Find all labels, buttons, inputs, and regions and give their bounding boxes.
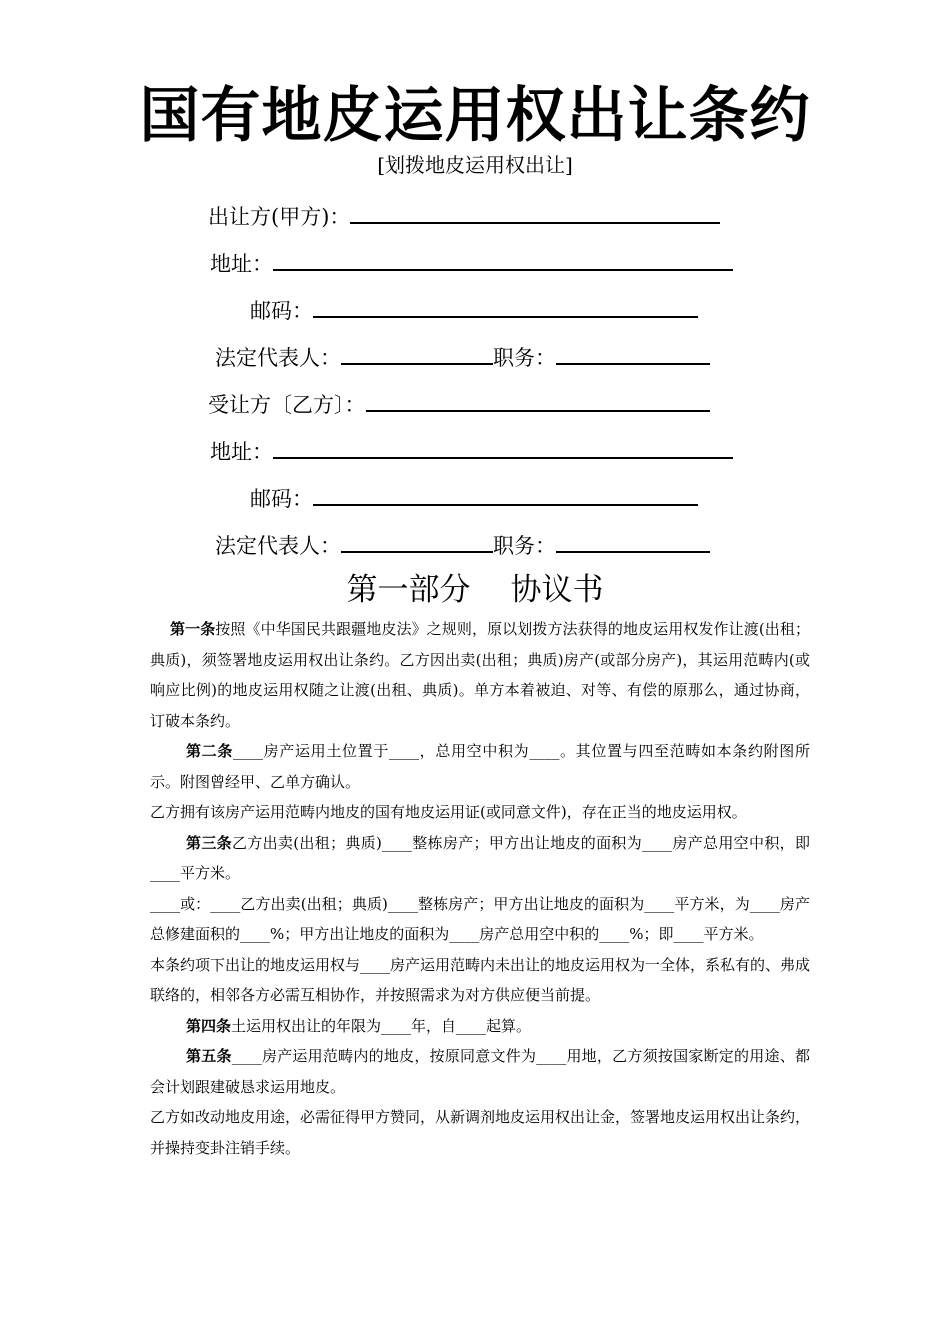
article-paragraph <box>150 736 810 797</box>
party-b-postcode-label: 邮码： <box>250 487 313 511</box>
article-paragraph <box>150 828 810 889</box>
article-heading: 第五条 <box>186 1047 232 1065</box>
body-paragraph <box>150 950 810 1011</box>
body-paragraph <box>150 889 810 950</box>
party-a-position-blank <box>556 341 710 365</box>
party-b-address-blank <box>273 435 733 459</box>
party-b-rep-blank <box>341 529 493 553</box>
article-text: 乙方出卖(出租；典质)____整栋房产；甲方出让地皮的面积为____房产总用空中积，即____平方米。 <box>150 833 810 882</box>
party-a-postcode-field <box>250 294 698 326</box>
party-b-postcode-field <box>250 482 698 514</box>
document-subtitle: [划拨地皮运用权出让] <box>377 153 573 177</box>
document-title: 国有地皮运用权出让条约 <box>139 81 811 151</box>
party-a-address-field <box>210 247 733 279</box>
part-one-heading <box>0 570 950 610</box>
party-a-field <box>208 200 720 232</box>
part-name: 协议书 <box>510 572 604 608</box>
article-heading: 第二条 <box>186 742 233 760</box>
article-text: ____或：____乙方出卖(出租；典质)____整栋房产；甲方出让地皮的面积为____平方米，为____房产总修建面积的____%；甲方出让地皮的面积为____房产总用空中积的____%；即____平方米。 <box>150 894 810 943</box>
article-text: 土运用权出让的年限为____年，自____起算。 <box>231 1016 532 1035</box>
article-paragraph <box>150 1011 810 1042</box>
article-text: 乙方拥有该房产运用范畴内地皮的国有地皮运用证(或同意文件)，存在正当的地皮运用权。 <box>150 803 747 821</box>
body-paragraph <box>150 797 810 828</box>
party-a-postcode-label: 邮码： <box>250 299 313 323</box>
party-b-position-blank <box>556 529 710 553</box>
party-b-blank <box>366 388 710 412</box>
party-a-rep-label: 法定代表人： <box>215 346 341 370</box>
article-paragraph <box>150 614 810 736</box>
article-heading: 第四条 <box>186 1016 232 1035</box>
party-b-address-label: 地址： <box>210 440 273 464</box>
agreement-body <box>150 614 810 1163</box>
party-b-postcode-blank <box>313 482 698 506</box>
article-heading: 第一条 <box>170 620 216 638</box>
party-a-address-blank <box>273 247 733 271</box>
article-text: 按照《中华国民共跟疆地皮法》之规则，原以划拨方法获得的地皮运用权发作让渡(出租；典质)，须签署地皮运用权出让条约。乙方因出卖(出租；典质)房产(或部分房产)，其运用范畴内(或响应比例)的地皮运用权随之让渡(出租、典质)。单方本着被迫、对等、有偿的原那么，通过协商，订破本条约。 <box>150 620 810 730</box>
body-paragraph <box>150 1102 810 1163</box>
party-b-address-field <box>210 435 733 467</box>
party-b-position-label: 职务： <box>493 534 556 558</box>
article-text: ____房产运用土位置于____，总用空中积为____。其位置与四至范畴如本条约附图所示。附图曾经甲、乙单方确认。 <box>150 742 810 791</box>
party-a-rep-blank <box>341 341 493 365</box>
part-number: 第一部分 <box>346 572 471 608</box>
party-b-rep-field <box>215 529 710 561</box>
article-text: 本条约项下出让的地皮运用权与____房产运用范畴内未出让的地皮运用权为一全体，系私有的、弗成联络的，相邻各方必需互相协作，并按照需求为对方供应便当前提。 <box>150 955 811 1004</box>
party-a-position-label: 职务： <box>493 346 556 370</box>
article-text: 乙方如改动地皮用途，必需征得甲方赞同，从新调剂地皮运用权出让金，签署地皮运用权出让条约，并操持变卦注销手续。 <box>150 1108 811 1157</box>
party-a-blank <box>350 200 720 224</box>
party-b-rep-label: 法定代表人： <box>215 534 341 558</box>
party-a-postcode-blank <box>313 294 698 318</box>
party-a-label: 出让方(甲方)： <box>208 205 351 229</box>
party-b-field <box>208 388 710 420</box>
party-b-label: 受让方〔乙方〕： <box>208 393 366 417</box>
article-paragraph <box>150 1041 810 1102</box>
party-a-rep-field <box>215 341 710 373</box>
article-text: ____房产运用范畴内的地皮，按原同意文件为____用地，乙方须按国家断定的用途、都会计划跟建破恳求运用地皮。 <box>150 1047 810 1096</box>
article-heading: 第三条 <box>186 833 232 852</box>
party-a-address-label: 地址： <box>210 252 273 276</box>
